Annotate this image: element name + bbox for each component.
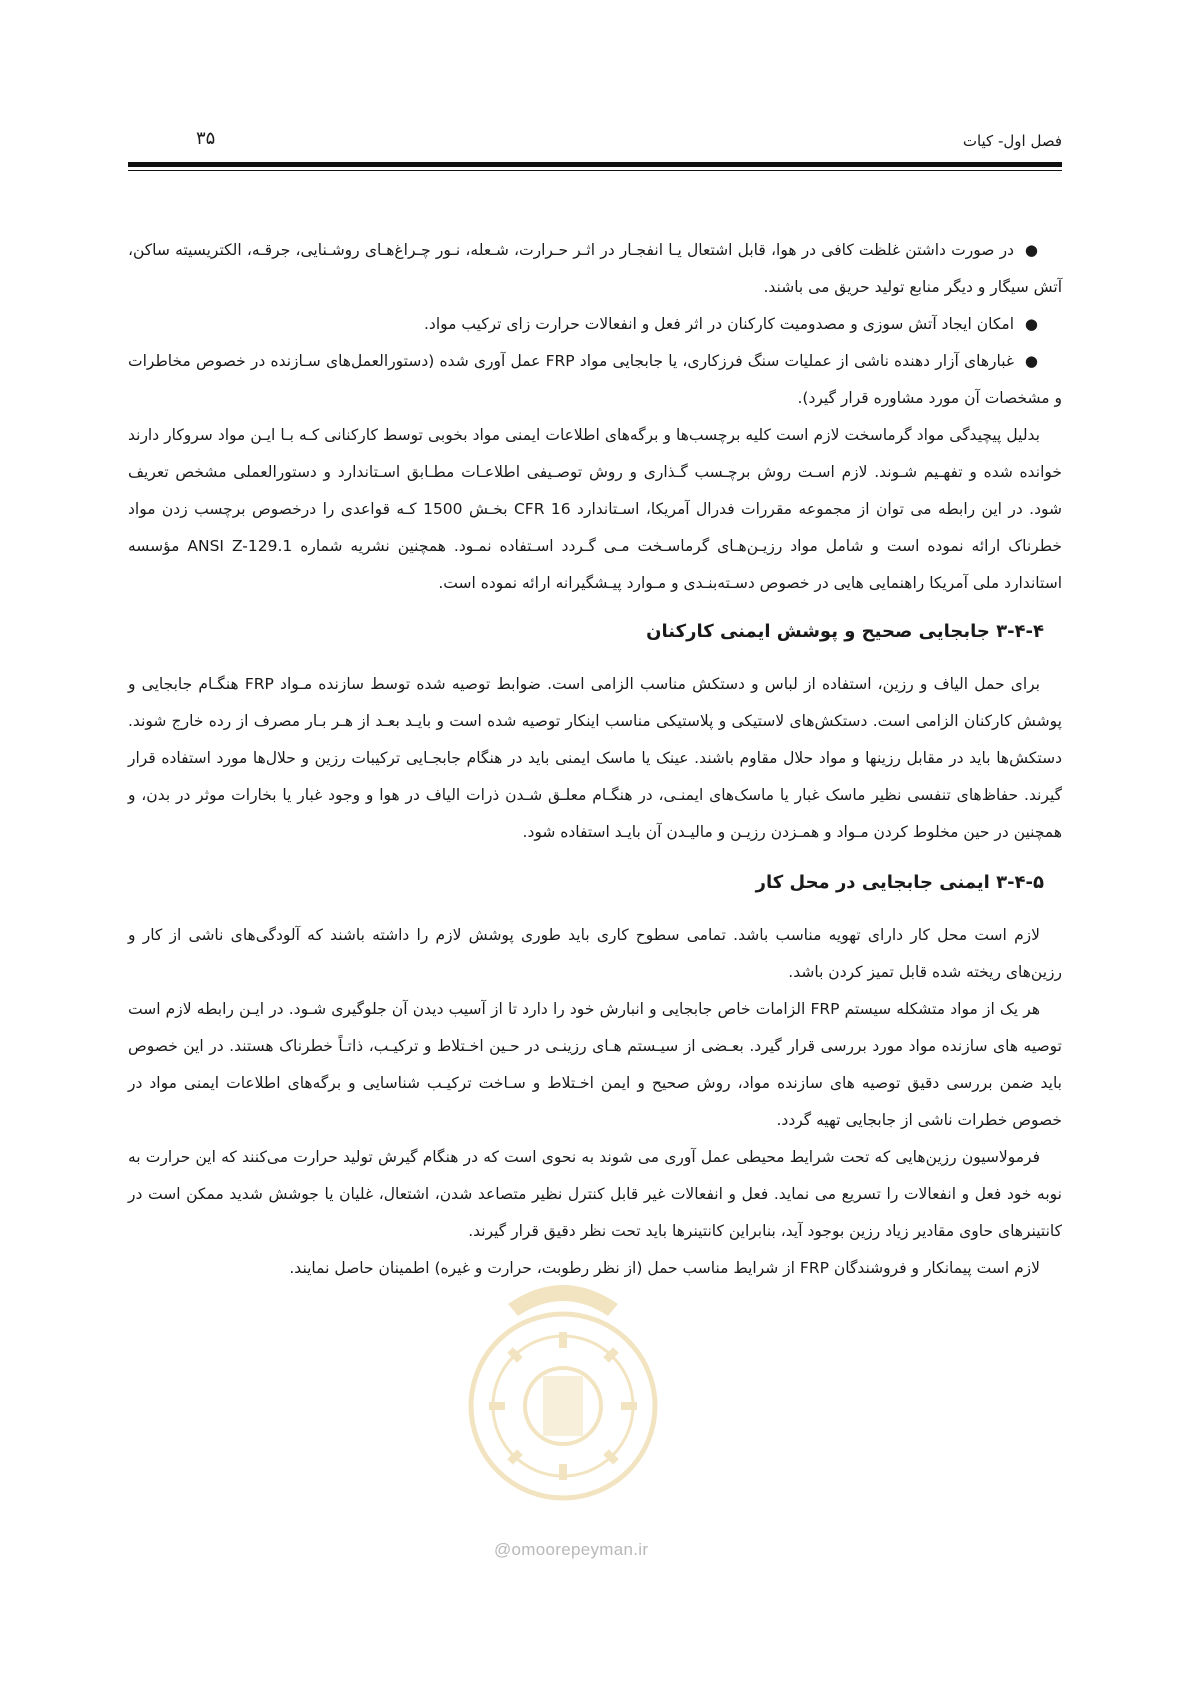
bullet-item — [128, 343, 1062, 417]
page-header — [128, 128, 1062, 152]
page-number: ۳۵ — [196, 128, 216, 149]
section-paragraph: هر یک از مواد متشکله سیستم FRP الزامات خاص جابجایی و انبارش خود را دارد تا از آسیب دیدن آن جلوگیری شـود. در ایـن رابطه لازم است توصیه های سازنده مواد مورد بررسی قرار گیرد. بعـضی از سیـستم هـای رزینـی در حـین اخـتلاط و ترکیـب، ذاتـاً خطرناک هستند. در این خصوص باید ضمن بررسی دقیق توصیه های سازنده مواد، روش صحیح و ایمن اخـتلاط و سـاخت ترکیـب شناسایی و برگه‌های اطلاعات ایمنی مواد در خصوص خطرات ناشی از جابجایی تهیه گردد. — [128, 1000, 1062, 1129]
watermark-logo-icon — [448, 1256, 678, 1556]
bullet-item — [128, 232, 1062, 306]
section-heading-3-4-5: ۳-۴-۵ ایمنی جابجایی در محل کار — [755, 872, 1044, 893]
section-heading-3-4-4: ۳-۴-۴ جابجایی صحیح و پوشش ایمنی کارکنان — [646, 621, 1044, 642]
bullet-dot-icon: ● — [1024, 241, 1038, 259]
header-rule-thick — [128, 162, 1062, 167]
section-paragraph: لازم است پیمانکار و فروشندگان FRP از شرایط مناسب حمل (از نظر رطوبت، حرارت و غیره) اطمینان حاصل نمایند. — [289, 1259, 1040, 1277]
intro-paragraph: بدلیل پیچیدگی مواد گرماسخت لازم است کلیه برچسب‌ها و برگه‌های اطلاعات ایمنی مواد بخوبی توسط کارکنانی کـه بـا ایـن مواد سروکار دارند خوانده شده و تفهـیم شـوند. لازم اسـت روش برچـسب گـذاری و روش توصـیفی اطلاعـات مطـابق اسـتاندارد و دستورالعملی مشخص تعریف شود. در این رابطه می توان از مجموعه مقررات فدرال آمریکا، اسـتاندارد CFR 16 بخـش 1500 کـه قواعدی را درخصوص برچسب زدن مواد خطرناک ارائه نموده است و شامل مواد رزیـن‌هـای گرماسـخت مـی گـردد اسـتفاده نمـود. همچنین نشریه شماره ANSI Z-129.1 مؤسسه استاندارد ملی آمریکا راهنمایی هایی در خصوص دسـته‌بنـدی و مـوارد پیـشگیرانه ارائه نموده است. — [128, 426, 1062, 592]
watermark-text: @omoorepeyman.ir — [494, 1540, 649, 1559]
bullet-dot-icon: ● — [1024, 315, 1038, 333]
section-paragraph: برای حمل الیاف و رزین، استفاده از لباس و دستکش مناسب الزامی است. ضوابط توصیه شده توسط سازنده مـواد FRP هنگـام جابجایی و پوشش کارکنان الزامی است. دستکش‌های لاستیکی و پلاستیکی مناسب اینکار توصیه شده است و بایـد بعـد از هـر بـار مصرف از رده خارج شوند. دستکش‌ها باید در مقابل رزینها و مواد حلال مقاوم باشند. عینک یا ماسک ایمنی باید در هنگام جابجـایی ترکیبات رزین و حلال‌ها مورد استفاده قرار گیرند. حفاظ‌های تنفسی نظیر ماسک غبار یا ماسک‌های ایمنـی، در هنگـام معلـق شـدن ذرات الیاف در هوا و وجود غبار یا بخارات موثر در بدن، و همچنین در حین مخلوط کردن مـواد و همـزدن رزیـن و مالیـدن آن بایـد استفاده شود. — [128, 675, 1062, 841]
section-paragraph: لازم است محل کار دارای تهویه مناسب باشد. تمامی سطوح کاری باید طوری پوشش لازم را داشته باشند که آلودگی‌های ناشی از کار و رزین‌های ریخته شده قابل تمیز کردن باشد. — [128, 926, 1062, 981]
running-chapter-title: فصل اول- کیات — [962, 132, 1062, 150]
bullet-item — [128, 306, 1062, 343]
header-rule-thin — [128, 170, 1062, 171]
bullet-text: امکان ایجاد آتش سوزی و مصدومیت کارکنان در اثر فعل و انفعالات حرارت زای ترکیب مواد. — [423, 315, 1014, 333]
page-body — [128, 232, 1062, 1287]
section-paragraph: فرمولاسیون رزین‌هایی که تحت شرایط محیطی عمل آوری می شوند به نحوی است که در هنگام گیرش تولید حرارت می‌کنند که این حرارت به نوبه خود فعل و انفعالات را تسریع می نماید. فعل و انفعالات غیر قابل کنترل نظیر متصاعد شدن، اشتعال، غلیان یا جوشش شدید ممکن است در کانتینرهای حاوی مقادیر زیاد رزین بوجود آید، بنابراین کانتینرها باید تحت نظر دقیق قرار گیرند. — [128, 1148, 1062, 1240]
bullet-dot-icon: ● — [1024, 352, 1038, 370]
bullet-text: غبارهای آزار دهنده ناشی از عملیات سنگ فرزکاری، یا جابجایی مواد FRP عمل آوری شده (دستورالعمل‌های سـازنده در خصوص مخاطرات و مشخصات آن مورد مشاوره قرار گیرد). — [128, 352, 1062, 407]
bullet-text: در صورت داشتن غلظت کافی در هوا، قابل اشتعال یـا انفجـار در اثـر حـرارت، شـعله، نـور چـراغ‌هـای روشـنایی، جرقـه، الکتریسیته ساکن، آتش سیگار و دیگر منابع تولید حریق می باشند. — [128, 241, 1062, 296]
